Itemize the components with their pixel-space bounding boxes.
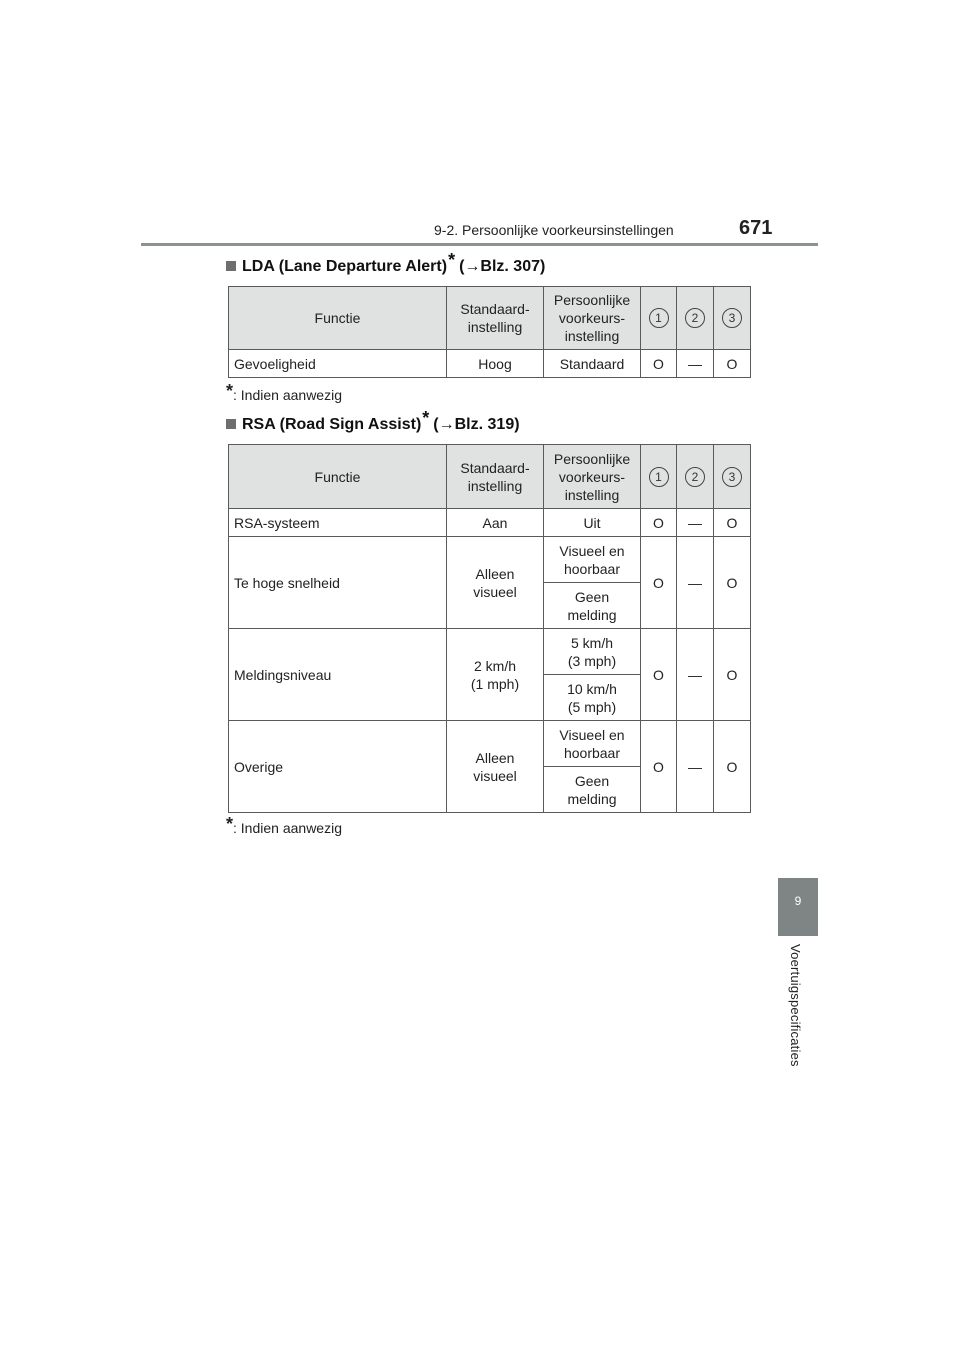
custom-cell: Visueel en hoorbaar [544,721,641,767]
column-header-custom: Persoonlijke voorkeurs- instelling [544,287,641,350]
column-header-1 [641,287,677,350]
column-header-custom: Persoonlijke voorkeurs- instelling [544,445,641,509]
section-heading-text: RSA (Road Sign Assist) [242,416,422,433]
default-cell: 2 km/h (1 mph) [447,629,544,721]
col3-cell: O [714,629,751,721]
default-cell: Alleen visueel [447,537,544,629]
function-cell: Meldingsniveau [229,629,447,721]
chapter-tab-number: 9 [794,894,802,908]
col3-cell: O [714,350,751,378]
lda-settings-table [228,286,751,378]
circled-number-1-icon: 1 [649,308,669,328]
col3-cell: O [714,537,751,629]
col1-cell: O [641,537,677,629]
column-header-3 [714,445,751,509]
default-cell: Alleen visueel [447,721,544,813]
column-header-default: Standaard- instelling [447,287,544,350]
table-row [229,629,751,675]
col2-cell: — [677,629,714,721]
table-row [229,509,751,537]
custom-cell: Geen melding [544,767,641,813]
section-reference: (→Blz. 319) [433,416,520,433]
asterisk-icon: * [448,250,456,270]
col2-cell: — [677,350,714,378]
page-number: 671 [739,217,773,239]
default-cell: Hoog [447,350,544,378]
bullet-square-icon [226,419,236,429]
table-row [229,350,751,378]
column-header-3 [714,287,751,350]
section-heading-lda [226,250,546,276]
footnote-lda [226,381,342,405]
custom-cell: Standaard [544,350,641,378]
custom-cell: Uit [544,509,641,537]
col3-cell: O [714,721,751,813]
column-header-2 [677,445,714,509]
circled-number-3-icon: 3 [722,467,742,487]
asterisk-icon: * [226,381,234,401]
col2-cell: — [677,509,714,537]
function-cell: RSA-systeem [229,509,447,537]
function-cell: Gevoeligheid [229,350,447,378]
column-header-1 [641,445,677,509]
table-header-row [229,287,751,350]
col2-cell: — [677,721,714,813]
col1-cell: O [641,629,677,721]
custom-cell: 10 km/h (5 mph) [544,675,641,721]
function-cell: Overige [229,721,447,813]
footnote-text: : Indien aanwezig [233,387,342,403]
col1-cell: O [641,350,677,378]
page-header-title: 9-2. Persoonlijke voorkeursinstellingen [434,222,674,238]
bullet-square-icon [226,261,236,271]
column-header-2 [677,287,714,350]
col1-cell: O [641,509,677,537]
asterisk-icon: * [422,408,430,428]
footnote-text: : Indien aanwezig [233,820,342,836]
col1-cell: O [641,721,677,813]
rsa-settings-table [228,444,751,813]
footnote-rsa [226,814,342,838]
circled-number-3-icon: 3 [722,308,742,328]
asterisk-icon: * [226,814,234,834]
table-header-row [229,445,751,509]
circled-number-2-icon: 2 [685,308,705,328]
custom-cell: Geen melding [544,583,641,629]
chapter-tab [778,878,818,936]
section-reference: (→Blz. 307) [459,258,546,275]
col3-cell: O [714,509,751,537]
column-header-default: Standaard- instelling [447,445,544,509]
default-cell: Aan [447,509,544,537]
section-heading-text: LDA (Lane Departure Alert) [242,258,448,275]
column-header-function: Functie [229,287,447,350]
header-divider [141,243,818,246]
custom-cell: 5 km/h (3 mph) [544,629,641,675]
table-row [229,537,751,583]
col2-cell: — [677,537,714,629]
column-header-function: Functie [229,445,447,509]
circled-number-2-icon: 2 [685,467,705,487]
section-heading-rsa [226,408,520,434]
circled-number-1-icon: 1 [649,467,669,487]
custom-cell: Visueel en hoorbaar [544,537,641,583]
function-cell: Te hoge snelheid [229,537,447,629]
table-row [229,721,751,767]
chapter-tab-label: Voertuigspecificaties [788,944,803,1067]
